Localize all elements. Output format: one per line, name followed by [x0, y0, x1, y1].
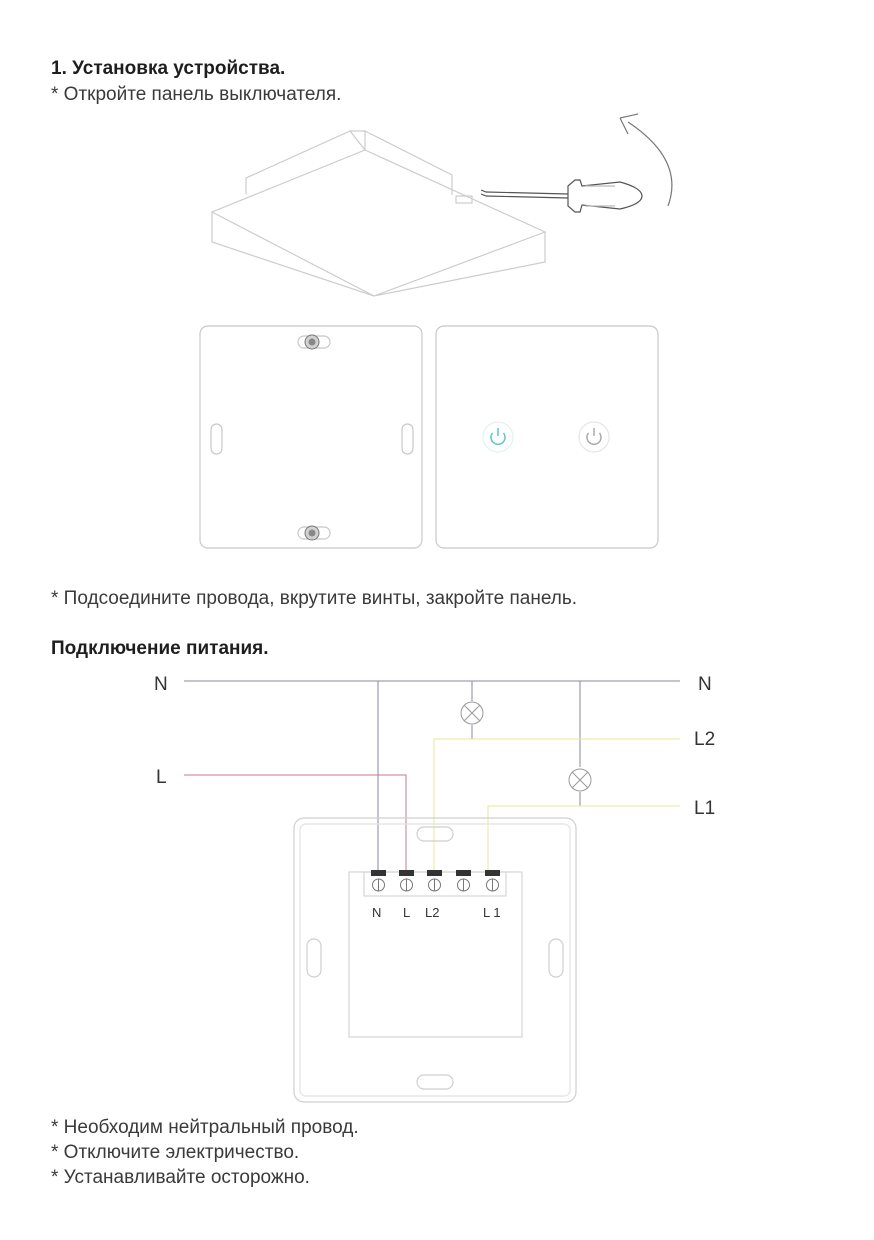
label-live-left: L — [156, 767, 167, 788]
power-button-left-icon — [483, 422, 513, 452]
switch-front-plate — [436, 326, 658, 548]
screwdriver-icon — [481, 180, 642, 212]
label-neutral-right: N — [698, 674, 712, 695]
wiring-diagram — [184, 681, 680, 875]
bottom-screw-icon — [305, 526, 319, 540]
note-power-off: * Отключите электричество. — [51, 1142, 300, 1163]
note-install-carefully: * Устанавливайте осторожно. — [51, 1167, 310, 1188]
terminal-label-n: N — [372, 905, 382, 920]
label-l1-right: L1 — [694, 798, 716, 819]
section-heading-install: 1. Установка устройства. — [51, 58, 286, 79]
note-neutral-required: * Необходим нейтральный провод. — [51, 1117, 359, 1138]
lamp-l1-icon — [569, 769, 591, 791]
switch-wiring-plate — [294, 818, 576, 1102]
rotation-arrow-icon — [620, 114, 672, 206]
label-l2-right: L2 — [694, 729, 716, 750]
label-neutral-left: N — [154, 674, 168, 695]
terminal-label-l1: L 1 — [483, 905, 501, 920]
top-screw-icon — [305, 335, 319, 349]
terminal-label-l2: L2 — [425, 905, 440, 920]
panel-opening-illustration — [212, 131, 545, 296]
section-heading-power: Подключение питания. — [51, 638, 269, 659]
terminal-block — [371, 870, 500, 891]
step-open-panel: * Откройте панель выключателя. — [51, 84, 342, 105]
lamp-l2-icon — [461, 702, 483, 724]
step-connect-wires: * Подсоедините провода, вкрутите винты, закройте панель. — [51, 588, 578, 609]
switch-back-plate — [200, 326, 422, 548]
terminal-label-l: L — [403, 905, 411, 920]
power-button-right-icon — [579, 422, 609, 452]
